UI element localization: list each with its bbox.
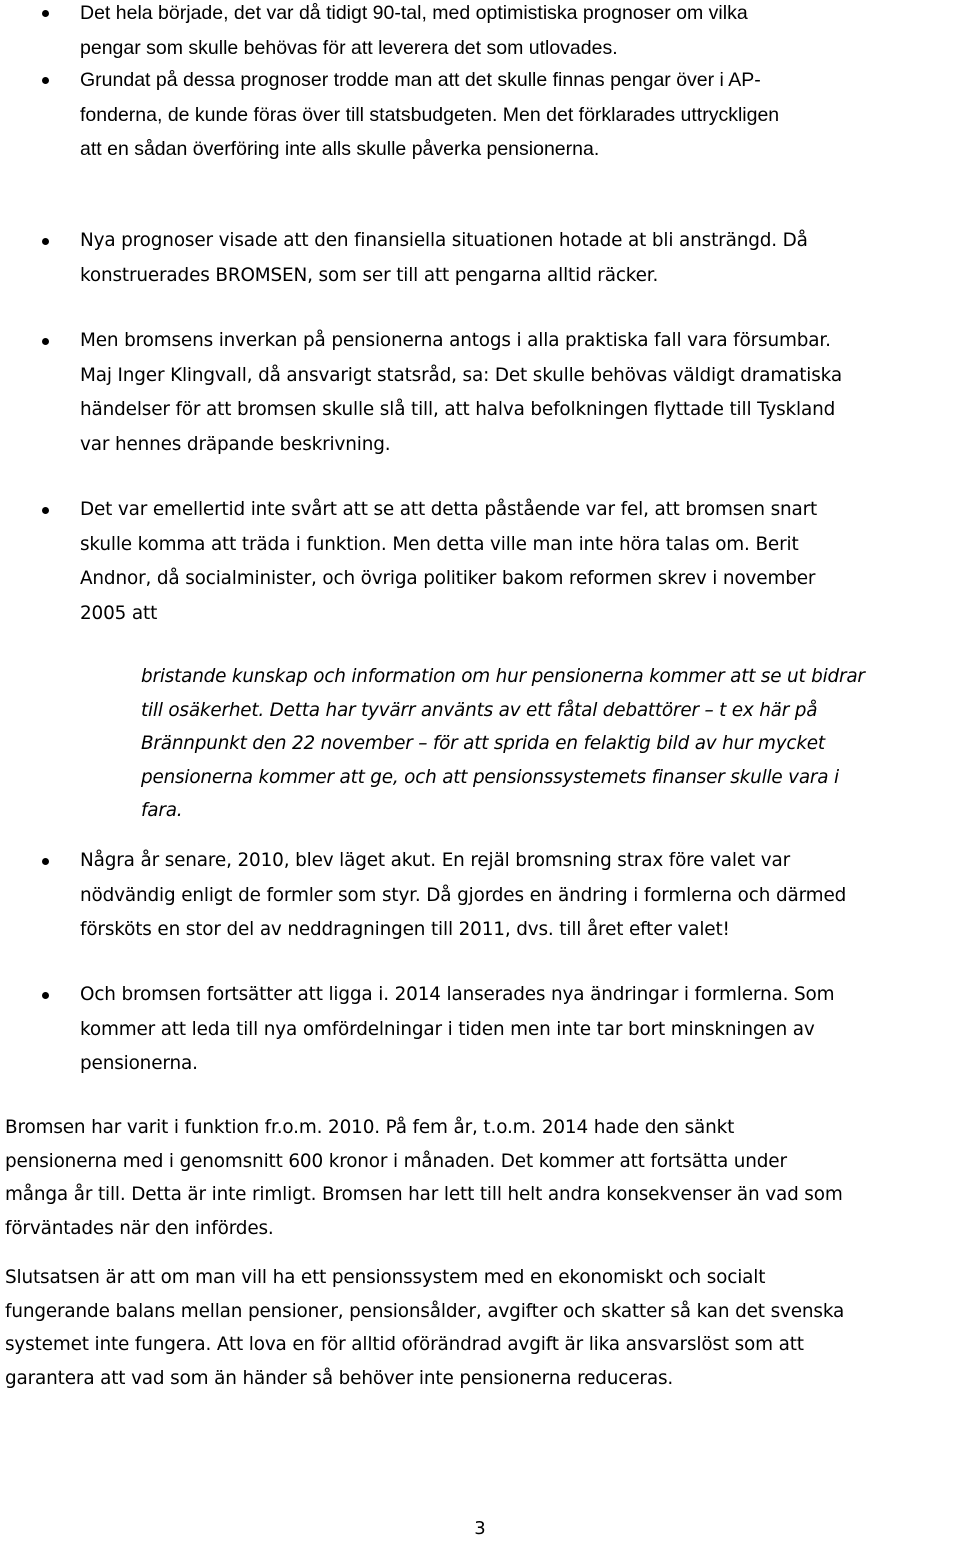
block-quote: bristande kunskap och information om hur pensionerna kommer att se ut bidrar till osäkerhet. Detta har tyvärr använts av ett fåtal debattörer – t ex här på Brännpunkt den 22 november – för att sprida en felaktig bild av hur mycket pensionerna kommer att ge, och att pensionssystemets finanser skulle vara i fara. <box>141 666 865 821</box>
bullet-text: Men bromsens inverkan på pensionerna antogs i alla praktiska fall vara försumbar. Maj Inger Klingvall, då ansvarigt statsråd, sa: Det skulle behövas väldigt dramatiska händelser för att bromsen skulle slå till, att halva befolkningen flyttade till Tyskland var hennes dräpande beskrivning. <box>80 330 842 455</box>
bullet-icon <box>42 338 49 345</box>
page-number: 3 <box>474 1518 486 1539</box>
bullet-text: Det var emellertid inte svårt att se att detta påstående var fel, att bromsen snart skulle komma att träda i funktion. Men detta ville man inte höra talas om. Berit Andnor, då socialminister, och övriga politiker bakom reformen skrev i november 2005 att <box>80 499 818 624</box>
body-paragraph: Slutsatsen är att om man vill ha ett pensionssystem med en ekonomiskt och socialt fungerande balans mellan pensioner, pensionsålder, avgifter och skatter så kan det svenska systemet inte fungera. Att lova en för alltid oförändrad avgift är lika ansvarslöst som att garantera att vad som än händer så behöver inte pensionerna reduceras. <box>5 1267 845 1389</box>
bullet-text: Och bromsen fortsätter att ligga i. 2014 lanserades nya ändringar i formlerna. Som kommer att leda till nya omfördelningar i tiden men inte tar bort minskningen av pensionerna. <box>80 984 835 1074</box>
bullet-icon <box>42 507 49 514</box>
bullet-text: Några år senare, 2010, blev läget akut. En rejäl bromsning strax före valet var nödvändig enligt de formler som styr. Då gjordes en ändring i formlerna och därmed försköts en stor del av neddragningen till 2011, dvs. till året efter valet! <box>80 850 847 940</box>
body-paragraph: Bromsen har varit i funktion fr.o.m. 2010. På fem år, t.o.m. 2014 hade den sänkt pensionerna med i genomsnitt 600 kronor i månaden. Det kommer att fortsätta under många år till. Detta är inte rimligt. Bromsen har lett till helt andra konsekvenser än vad som förväntades när den infördes. <box>5 1117 843 1239</box>
bullet-icon <box>42 77 49 84</box>
bullet-icon <box>42 858 49 865</box>
bullet-icon <box>42 10 49 17</box>
bullet-icon <box>42 238 49 245</box>
bullet-icon <box>42 992 49 999</box>
bullet-text: Nya prognoser visade att den finansiella situationen hotade at bli ansträngd. Då konstruerades BROMSEN, som ser till att pengarna alltid räcker. <box>80 230 808 286</box>
bullet-text: Grundat på dessa prognoser trodde man att det skulle finnas pengar över i AP- fonderna, de kunde föras över till statsbudgeten. Men det förklarades uttryckligen att en sådan överföring inte alls skulle påverka pensionerna. <box>80 69 780 160</box>
bullet-text: Det hela började, det var då tidigt 90-tal, med optimistiska prognoser om vilka pengar som skulle behövas för att leverera det som utlovades. <box>80 2 748 59</box>
